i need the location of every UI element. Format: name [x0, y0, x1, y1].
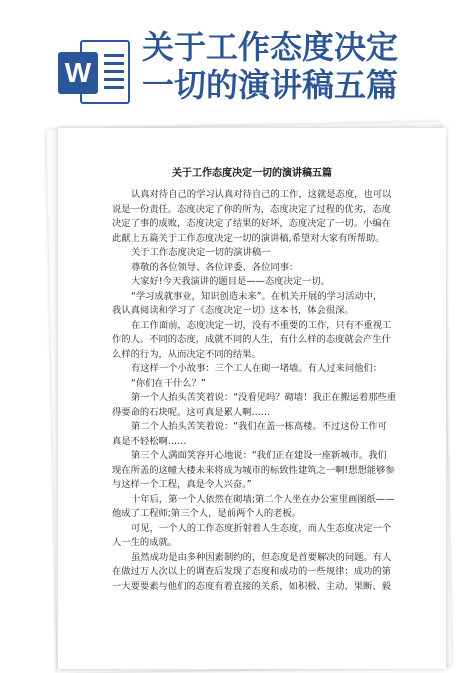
document-title: 关于工作态度决定一切的演讲稿五篇	[172, 168, 332, 179]
text-line: 尊敬的各位领导、各位评委、各位同事：	[131, 261, 299, 273]
text-line: 人一生的成就。	[112, 537, 178, 548]
text-line: 在工作面前，态度决定一切，没有不重要的工作，只有不重视工	[131, 319, 392, 331]
section-heading: 关于工作态度决定一切的演讲稿一	[131, 247, 271, 258]
document-page	[58, 128, 446, 669]
text-line: 十年后，第一个人依然在砌墙;第二个人坐在办公室里画图纸——	[131, 493, 395, 505]
banner-title-line-2: 一切的演讲稿五篇	[142, 66, 399, 104]
text-line: 真是不轻松啊……	[112, 435, 187, 447]
text-line: 一大要要素与他们的态度有着直接的关系，如积极、主动、果断、毅	[112, 580, 391, 592]
banner-title-line-1: 关于工作态度决定	[142, 28, 399, 66]
text-line: 第一个人抬头苦笑着说：“没看见吗？砌墙！我正在搬运着那些重	[131, 392, 397, 403]
text-line: 他成了工程师;第三个人，是前两个人的老板。	[112, 508, 302, 519]
text-line: 在做过万人次以上的调查后发现了态度和成功的一些规律：成功的第	[112, 566, 391, 577]
text-line: “你们在干什么？”	[131, 377, 206, 389]
text-line: 现在所盖的这幢大楼未来将成为城市的标致性建筑之一啊!想想能够参	[112, 464, 395, 476]
text-line: 与这样一个工程，真是令人兴奋。”	[112, 479, 252, 490]
text-line: 么样的行为，从而决定不同的结果。	[112, 348, 261, 360]
text-line: 第三个人满面笑容开心地说：“我们正在建设一座新城市。我们	[131, 450, 387, 461]
text-line: 作的人。不同的态度，成就不同的人生，有什么样的态度就会产生什	[112, 334, 391, 345]
text-line: 我认真阅读和学习了《态度决定一切》这本书，体会很深。	[112, 305, 354, 316]
text-line: “学习成就事业，知识创造未来”。在机关开展的学习活动中，	[131, 290, 383, 302]
text-line: 可见，一个人的工作态度折射着人生态度，而人生态度决定一个	[131, 522, 392, 534]
word-badge: W	[58, 52, 98, 94]
text-line: 大家好!今天我演讲的题目是——态度决定一切。	[131, 276, 330, 287]
text-line: 有这样一个小故事：三个工人在砌一堵墙。有人过来问他们：	[131, 363, 383, 374]
text-line: 虽然成功是由多种因素制约的，但态度是首要解决的问题。有人	[131, 551, 392, 563]
text-line: 得要命的石块呢。这可真是累人啊……	[112, 406, 271, 418]
text-line: 认真对待自己的学习认真对待自己的工作，这就是态度，也可以	[131, 189, 392, 200]
word-document-icon	[58, 40, 132, 104]
text-line: 第二个人抬头苦笑着说：“我们在盖一栋高楼。不过这份工作可	[131, 421, 387, 432]
text-line: 此献上五篇关于工作态度决定一切的演讲稿,希望对大家有所帮助。	[112, 232, 385, 244]
text-line: 说是一份责任。态度决定了你的所为，态度决定了过程的优劣，态度	[112, 203, 391, 215]
document-body	[112, 188, 410, 594]
banner-title	[142, 28, 472, 104]
text-line: 决定了事的成败，态度决定了结果的好坏，态度决定了一切。小编在	[112, 218, 391, 229]
banner	[0, 0, 474, 112]
